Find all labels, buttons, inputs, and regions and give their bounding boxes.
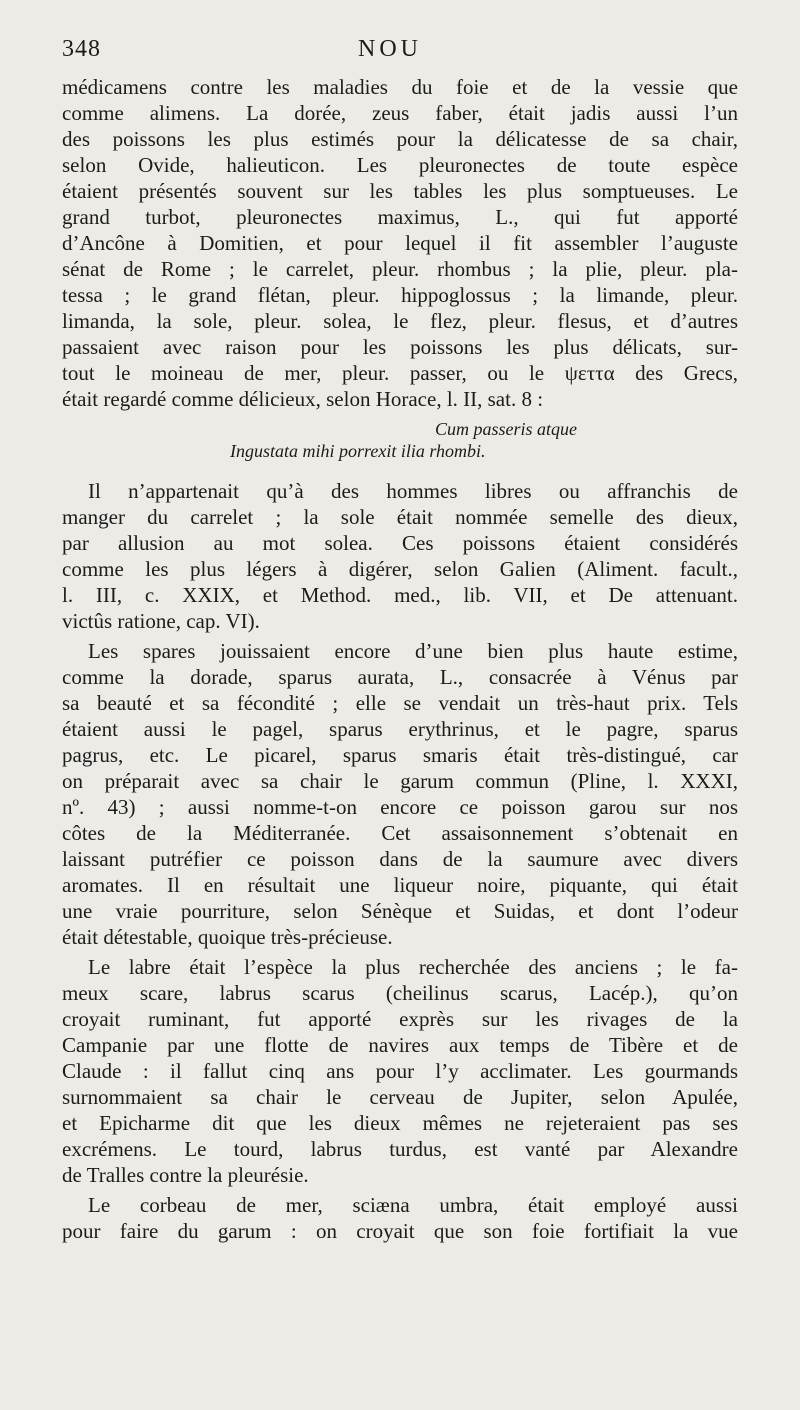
- text-line: de Tralles contre la pleurésie.: [62, 1163, 309, 1187]
- text-line: nº. 43) ; aussi nomme-t-on encore ce poisson garou sur nos: [62, 795, 738, 819]
- text-line: pour faire du garum : on croyait que son foie fortifiait la vue: [62, 1219, 738, 1243]
- text-line: étaient aussi le pagel, sparus erythrinus, et le pagre, sparus: [62, 717, 738, 741]
- text-line: Claude : il fallut cinq ans pour l’y acclimater. Les gourmands: [62, 1059, 738, 1083]
- text-line: et Epicharme dit que les dieux mêmes ne rejeteraient pas ses: [62, 1111, 738, 1135]
- text-line: Campanie par une flotte de navires aux temps de Tibère et de: [62, 1033, 738, 1057]
- body-text: [62, 74, 738, 1244]
- text-line: tessa ; le grand flétan, pleur. hippoglossus ; la limande, pleur.: [62, 283, 738, 307]
- text-line: était regardé comme délicieux, selon Horace, l. II, sat. 8 :: [62, 387, 544, 411]
- text-line: excrémens. Le tourd, labrus turdus, est vanté par Alexandre: [62, 1137, 738, 1161]
- text-line: croyait ruminant, fut apporté exprès sur les rivages de la: [62, 1007, 738, 1031]
- text-line: Le labre était l’espèce la plus recherchée des anciens ; le fa-: [88, 955, 738, 979]
- text-line: étaient présentés souvent sur les tables les plus somptueuses. Le: [62, 179, 738, 203]
- paragraph-5: [62, 1192, 738, 1244]
- text-line: par allusion au mot solea. Ces poissons étaient considérés: [62, 531, 738, 555]
- quote-line: Cum passeris atque: [435, 419, 578, 439]
- text-line: limanda, la sole, pleur. solea, le flez, pleur. flesus, et d’autres: [62, 309, 738, 333]
- text-line: sénat de Rome ; le carrelet, pleur. rhombus ; la plie, pleur. pla-: [62, 257, 738, 281]
- text-line: passaient avec raison pour les poissons les plus délicats, sur-: [62, 335, 738, 359]
- text-line: était détestable, quoique très-précieuse.: [62, 925, 393, 949]
- text-line: manger du carrelet ; la sole était nommée semelle des dieux,: [62, 505, 738, 529]
- text-line: surnommaient sa chair le cerveau de Jupiter, selon Apulée,: [62, 1085, 738, 1109]
- text-line: l. III, c. XXIX, et Method. med., lib. VII, et De attenuant.: [62, 583, 738, 607]
- text-line: médicamens contre les maladies du foie et de la vessie que: [62, 75, 738, 99]
- text-line: comme alimens. La dorée, zeus faber, était jadis aussi l’un: [62, 101, 738, 125]
- text-line: une vraie pourriture, selon Sénèque et Suidas, et dont l’odeur: [62, 899, 738, 923]
- text-line: sa beauté et sa fécondité ; elle se vendait un très-haut prix. Tels: [62, 691, 738, 715]
- text-line: aromates. Il en résultait une liqueur noire, piquante, qui était: [62, 873, 738, 897]
- text-line: on préparait avec sa chair le garum commun (Pline, l. XXXI,: [62, 769, 738, 793]
- page-header: [62, 36, 738, 76]
- text-line: laissant putréfier ce poisson dans de la saumure avec divers: [62, 847, 738, 871]
- paragraph-3: [62, 638, 738, 950]
- text-line: Les spares jouissaient encore d’une bien plus haute estime,: [88, 639, 738, 663]
- paragraph-1: [62, 74, 738, 412]
- text-line: victûs ratione, cap. VI).: [62, 609, 260, 633]
- text-line: côtes de la Méditerranée. Cet assaisonnement s’obtenait en: [62, 821, 738, 845]
- text-line: d’Ancône à Domitien, et pour lequel il fit assembler l’auguste: [62, 231, 738, 255]
- text-line: Le corbeau de mer, sciæna umbra, était employé aussi: [88, 1193, 738, 1217]
- text-line: tout le moineau de mer, pleur. passer, ou le ψεττα des Grecs,: [62, 361, 738, 385]
- running-head: NOU: [358, 36, 422, 62]
- quote-line: Ingustata mihi porrexit ilia rhombi.: [230, 441, 486, 461]
- text-line: Il n’appartenait qu’à des hommes libres ou affranchis de: [88, 479, 738, 503]
- paragraph-2: [62, 478, 738, 634]
- text-line: des poissons les plus estimés pour la délicatesse de sa chair,: [62, 127, 738, 151]
- text-line: grand turbot, pleuronectes maximus, L., qui fut apporté: [62, 205, 738, 229]
- paragraph-4: [62, 954, 738, 1188]
- text-line: pagrus, etc. Le picarel, sparus smaris était très-distingué, car: [62, 743, 738, 767]
- text-line: meux scare, labrus scarus (cheilinus scarus, Lacép.), qu’on: [62, 981, 738, 1005]
- text-line: selon Ovide, halieuticon. Les pleuronectes de toute espèce: [62, 153, 738, 177]
- latin-quote: [62, 418, 738, 462]
- text-line: comme la dorade, sparus aurata, L., consacrée à Vénus par: [62, 665, 738, 689]
- text-line: comme les plus légers à digérer, selon Galien (Aliment. facult.,: [62, 557, 738, 581]
- page-number: 348: [62, 36, 101, 62]
